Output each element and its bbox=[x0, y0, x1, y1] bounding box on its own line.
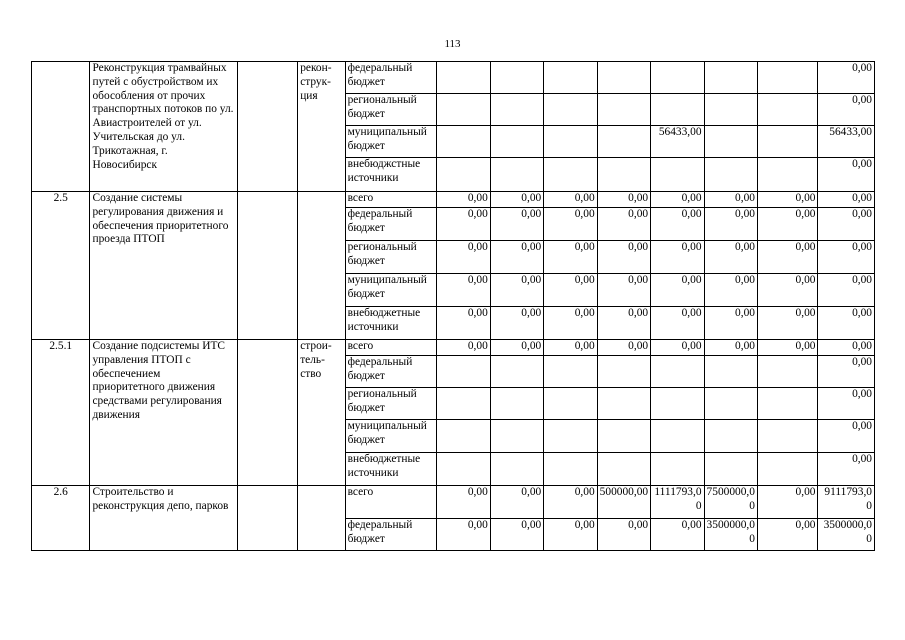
value-cell: 0,00 bbox=[651, 208, 704, 241]
value-cell: 0,00 bbox=[544, 340, 597, 356]
total-cell: 0,00 bbox=[818, 94, 875, 126]
value-cell bbox=[757, 453, 818, 486]
value-cell bbox=[651, 356, 704, 388]
value-cell: 0,00 bbox=[437, 241, 490, 274]
value-cell bbox=[704, 62, 757, 94]
value-cell: 0,00 bbox=[757, 340, 818, 356]
value-cell: 0,00 bbox=[651, 192, 704, 208]
responsible-cell bbox=[237, 486, 298, 551]
funding-source: муниципальный бюджет bbox=[345, 420, 437, 453]
value-cell: 0,00 bbox=[490, 192, 543, 208]
row-number: 2.5.1 bbox=[32, 340, 90, 486]
value-cell bbox=[651, 388, 704, 420]
value-cell bbox=[704, 126, 757, 158]
funding-source: всего bbox=[345, 340, 437, 356]
responsible-cell bbox=[237, 62, 298, 192]
value-cell bbox=[704, 158, 757, 192]
value-cell: 0,00 bbox=[704, 274, 757, 307]
funding-source: внебюджетные источники bbox=[345, 453, 437, 486]
value-cell: 0,00 bbox=[437, 340, 490, 356]
value-cell bbox=[490, 420, 543, 453]
value-cell bbox=[651, 420, 704, 453]
value-cell bbox=[437, 158, 490, 192]
value-cell: 0,00 bbox=[597, 519, 650, 551]
value-cell: 0,00 bbox=[704, 307, 757, 340]
value-cell bbox=[544, 356, 597, 388]
value-cell: 0,00 bbox=[490, 519, 543, 551]
value-cell bbox=[490, 62, 543, 94]
value-cell: 0,00 bbox=[490, 208, 543, 241]
value-cell: 0,00 bbox=[651, 519, 704, 551]
value-cell bbox=[597, 453, 650, 486]
value-cell bbox=[544, 94, 597, 126]
funding-source: всего bbox=[345, 192, 437, 208]
row-number: 2.5 bbox=[32, 192, 90, 340]
value-cell bbox=[437, 94, 490, 126]
funding-source: федеральный бюджет bbox=[345, 519, 437, 551]
value-cell: 0,00 bbox=[704, 192, 757, 208]
value-cell bbox=[437, 126, 490, 158]
total-cell: 56433,00 bbox=[818, 126, 875, 158]
value-cell: 0,00 bbox=[651, 274, 704, 307]
total-cell: 0,00 bbox=[818, 241, 875, 274]
value-cell bbox=[597, 420, 650, 453]
value-cell bbox=[651, 94, 704, 126]
total-cell: 0,00 bbox=[818, 192, 875, 208]
table-row bbox=[32, 486, 875, 519]
total-cell: 0,00 bbox=[818, 274, 875, 307]
row-number: 2.6 bbox=[32, 486, 90, 551]
value-cell bbox=[757, 126, 818, 158]
total-cell: 0,00 bbox=[818, 158, 875, 192]
funding-source: региональный бюджет bbox=[345, 94, 437, 126]
value-cell bbox=[757, 94, 818, 126]
page-number: 113 bbox=[444, 38, 461, 50]
value-cell bbox=[544, 62, 597, 94]
value-cell bbox=[757, 388, 818, 420]
value-cell: 0,00 bbox=[544, 241, 597, 274]
value-cell: 56433,00 bbox=[651, 126, 704, 158]
table-row bbox=[32, 62, 875, 94]
value-cell: 0,00 bbox=[437, 274, 490, 307]
value-cell bbox=[704, 453, 757, 486]
value-cell: 0,00 bbox=[490, 241, 543, 274]
value-cell: 0,00 bbox=[544, 519, 597, 551]
measure-name: Строительство и реконструкция депо, парков bbox=[90, 486, 237, 551]
funding-source: региональный бюджет bbox=[345, 388, 437, 420]
value-cell bbox=[597, 62, 650, 94]
funding-source: муниципальный бюджет bbox=[345, 126, 437, 158]
total-cell: 0,00 bbox=[818, 340, 875, 356]
value-cell bbox=[704, 420, 757, 453]
total-cell: 9111793,00 bbox=[818, 486, 875, 519]
funding-source: внебюджстные источники bbox=[345, 158, 437, 192]
total-cell: 0,00 bbox=[818, 208, 875, 241]
value-cell bbox=[597, 126, 650, 158]
total-cell: 0,00 bbox=[818, 62, 875, 94]
value-cell: 0,00 bbox=[437, 192, 490, 208]
funding-source: федеральный бюджет bbox=[345, 62, 437, 94]
work-type: рекон-струк-ция bbox=[298, 62, 345, 192]
value-cell: 0,00 bbox=[597, 192, 650, 208]
value-cell bbox=[490, 453, 543, 486]
value-cell: 0,00 bbox=[597, 208, 650, 241]
measure-name: Создание подсистемы ИТС управления ПТОП с обеспечением приоритетного движения средствами регулирования движения bbox=[90, 340, 237, 486]
value-cell: 0,00 bbox=[757, 519, 818, 551]
value-cell: 0,00 bbox=[437, 307, 490, 340]
value-cell: 0,00 bbox=[490, 340, 543, 356]
responsible-cell bbox=[237, 192, 298, 340]
value-cell: 0,00 bbox=[437, 519, 490, 551]
value-cell bbox=[704, 388, 757, 420]
value-cell: 0,00 bbox=[704, 208, 757, 241]
value-cell: 7500000,00 bbox=[704, 486, 757, 519]
funding-source: региональный бюджет bbox=[345, 241, 437, 274]
value-cell bbox=[597, 356, 650, 388]
responsible-cell bbox=[237, 340, 298, 486]
funding-source: муниципальный бюджет bbox=[345, 274, 437, 307]
value-cell: 0,00 bbox=[651, 340, 704, 356]
value-cell: 0,00 bbox=[704, 340, 757, 356]
value-cell: 0,00 bbox=[597, 241, 650, 274]
value-cell: 0,00 bbox=[490, 486, 543, 519]
value-cell bbox=[437, 356, 490, 388]
value-cell bbox=[704, 94, 757, 126]
value-cell bbox=[597, 388, 650, 420]
value-cell: 0,00 bbox=[757, 241, 818, 274]
value-cell bbox=[437, 420, 490, 453]
value-cell bbox=[757, 62, 818, 94]
value-cell: 0,00 bbox=[544, 192, 597, 208]
work-type bbox=[298, 192, 345, 340]
value-cell: 0,00 bbox=[597, 274, 650, 307]
value-cell: 0,00 bbox=[437, 208, 490, 241]
value-cell bbox=[757, 420, 818, 453]
value-cell: 0,00 bbox=[544, 208, 597, 241]
value-cell: 0,00 bbox=[544, 307, 597, 340]
measure-name: Реконструкция трамвайных путей с обустройством их обособления от прочих транспортных потоков по ул. Авиастроителей от ул. Учительская до ул. Трикотажная, г. Новосибирск bbox=[90, 62, 237, 192]
value-cell: 0,00 bbox=[757, 208, 818, 241]
value-cell: 3500000,00 bbox=[704, 519, 757, 551]
value-cell: 0,00 bbox=[651, 307, 704, 340]
value-cell bbox=[544, 388, 597, 420]
row-number bbox=[32, 62, 90, 192]
value-cell bbox=[490, 126, 543, 158]
funding-source: федеральный бюджет bbox=[345, 356, 437, 388]
table-row bbox=[32, 192, 875, 208]
value-cell: 0,00 bbox=[490, 307, 543, 340]
total-cell: 0,00 bbox=[818, 453, 875, 486]
total-cell: 0,00 bbox=[818, 388, 875, 420]
value-cell bbox=[490, 388, 543, 420]
value-cell: 0,00 bbox=[437, 486, 490, 519]
value-cell bbox=[437, 453, 490, 486]
total-cell: 0,00 bbox=[818, 420, 875, 453]
value-cell: 0,00 bbox=[544, 486, 597, 519]
value-cell bbox=[437, 62, 490, 94]
value-cell bbox=[757, 356, 818, 388]
value-cell: 0,00 bbox=[757, 274, 818, 307]
value-cell: 0,00 bbox=[651, 241, 704, 274]
value-cell bbox=[544, 420, 597, 453]
value-cell: 0,00 bbox=[544, 274, 597, 307]
value-cell bbox=[651, 62, 704, 94]
value-cell: 0,00 bbox=[597, 340, 650, 356]
measure-name: Создание системы регулирования движения и обеспечения приоритетного проезда ПТОП bbox=[90, 192, 237, 340]
value-cell: 0,00 bbox=[757, 486, 818, 519]
value-cell: 0,00 bbox=[757, 307, 818, 340]
value-cell: 0,00 bbox=[490, 274, 543, 307]
value-cell bbox=[757, 158, 818, 192]
value-cell bbox=[544, 453, 597, 486]
work-type: строи-тель-ство bbox=[298, 340, 345, 486]
value-cell bbox=[544, 126, 597, 158]
value-cell bbox=[651, 453, 704, 486]
value-cell bbox=[490, 356, 543, 388]
table-row bbox=[32, 340, 875, 356]
funding-source: всего bbox=[345, 486, 437, 519]
total-cell: 0,00 bbox=[818, 356, 875, 388]
value-cell bbox=[490, 94, 543, 126]
total-cell: 0,00 bbox=[818, 307, 875, 340]
work-type bbox=[298, 486, 345, 551]
value-cell: 0,00 bbox=[757, 192, 818, 208]
total-cell: 3500000,00 bbox=[818, 519, 875, 551]
value-cell: 0,00 bbox=[597, 307, 650, 340]
value-cell: 1111793,00 bbox=[651, 486, 704, 519]
value-cell: 0,00 bbox=[704, 241, 757, 274]
value-cell bbox=[544, 158, 597, 192]
value-cell bbox=[437, 388, 490, 420]
value-cell bbox=[490, 158, 543, 192]
value-cell bbox=[651, 158, 704, 192]
budget-table bbox=[31, 61, 875, 551]
value-cell bbox=[597, 94, 650, 126]
value-cell bbox=[597, 158, 650, 192]
funding-source: внебюджетные источники bbox=[345, 307, 437, 340]
funding-source: федеральный бюджет bbox=[345, 208, 437, 241]
value-cell bbox=[704, 356, 757, 388]
value-cell: 500000,00 bbox=[597, 486, 650, 519]
